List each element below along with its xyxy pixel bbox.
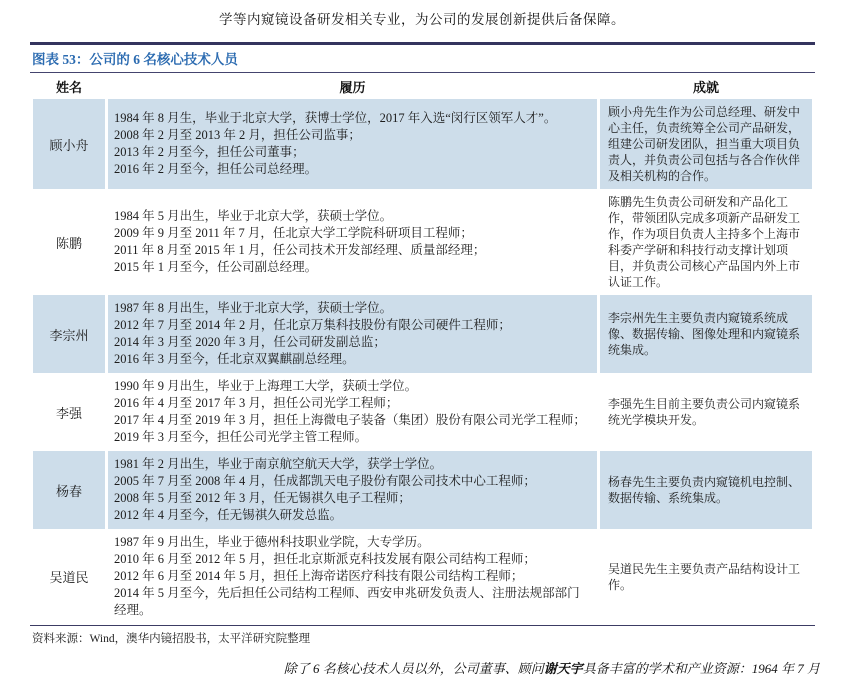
resume-line: 2016 年 3 月至今，任北京双翼麒副总经理。 xyxy=(114,352,355,366)
data-source-line: 资料来源：Wind，澳华内镜招股书，太平洋研究院整理 xyxy=(30,625,815,646)
achievement-cell: 杨春先生主要负责内窥镜机电控制、数据传输、系统集成。 xyxy=(600,451,812,529)
resume-line: 2016 年 2 月至今，担任公司总经理。 xyxy=(114,162,318,176)
resume-cell xyxy=(108,529,597,624)
resume-line: 2011 年 8 月至 2015 年 1 月，任公司技术开发部经理、质量部经理； xyxy=(114,243,486,257)
note-text-suffix: 具备丰富的学术和产业资源：1964 年 7 月 xyxy=(582,661,820,676)
achievement-cell: 李强先生目前主要负责公司内窥镜系统光学模块开发。 xyxy=(608,397,801,427)
figure-title: 公司的 6 名核心技术人员 xyxy=(89,52,238,67)
table-row xyxy=(33,451,812,529)
resume-line: 1984 年 8 月生，毕业于北京大学，获博士学位，2017 年入选“闵行区领军人才”。 xyxy=(114,111,557,125)
resume-line: 2010 年 6 月至 2012 年 5 月，担任北京斯派克科技发展有限公司结构工程师； xyxy=(114,552,536,566)
person-name: 李宗州 xyxy=(33,295,105,373)
core-staff-table xyxy=(30,73,815,624)
person-name: 陈鹏 xyxy=(55,235,82,251)
resume-line: 2017 年 4 月至 2019 年 3 月，担任上海微电子装备（集团）股份有限公司光学工程师； xyxy=(114,413,586,427)
resume-line: 2008 年 5 月至 2012 年 3 月，任无锡祺久电子工程师； xyxy=(114,491,411,505)
resume-line: 1987 年 8 月出生，毕业于北京大学，获硕士学位。 xyxy=(114,301,393,315)
resume-line: 2005 年 7 月至 2008 年 4 月，任成都凯天电子股份有限公司技术中心工程师； xyxy=(114,474,536,488)
resume-line: 2012 年 7 月至 2014 年 2 月，任北京万集科技股份有限公司硬件工程师； xyxy=(114,318,511,332)
column-header-achievement: 成就 xyxy=(692,80,719,95)
resume-cell xyxy=(108,99,597,189)
column-header-resume: 履历 xyxy=(339,80,366,95)
continuing-paragraph xyxy=(0,658,820,677)
resume-line: 2014 年 5 月至今，先后担任公司结构工程师、西安申兆研发负责人、注册法规部部门经理。 xyxy=(114,586,580,617)
figure-titlebar xyxy=(30,42,815,73)
table-row xyxy=(33,99,812,189)
resume-line: 2009 年 9 月至 2011 年 7 月，任北京大学工学院科研项目工程师； xyxy=(114,226,473,240)
page-paragraph: 学等内窥镜设备研发相关专业，为公司的发展创新提供后备保障。 xyxy=(219,12,625,27)
resume-cell xyxy=(108,451,597,529)
resume-cell xyxy=(108,189,597,295)
resume-line: 1990 年 9 月出生，毕业于上海理工大学，获硕士学位。 xyxy=(114,379,418,393)
figure-label: 图表 53： xyxy=(32,52,90,67)
resume-line: 2015 年 1 月至今，任公司副总经理。 xyxy=(114,260,318,274)
resume-line: 1984 年 5 月出生，毕业于北京大学，获硕士学位。 xyxy=(114,209,393,223)
resume-line: 1981 年 2 月出生，毕业于南京航空航天大学，获学士学位。 xyxy=(114,457,443,471)
resume-line: 2014 年 3 月至 2020 年 3 月，任公司研发副总监； xyxy=(114,335,386,349)
note-text-prefix: 除了 6 名核心技术人员以外，公司董事、顾问 xyxy=(283,661,544,676)
resume-line: 1987 年 9 月出生，毕业于德州科技职业学院，大专学历。 xyxy=(114,535,430,549)
resume-line: 2012 年 4 月至今，任无锡祺久研发总监。 xyxy=(114,508,343,522)
resume-line: 2008 年 2 月至 2013 年 2 月，担任公司监事； xyxy=(114,128,361,142)
resume-line: 2013 年 2 月至今，担任公司董事； xyxy=(114,145,305,159)
achievement-cell: 陈鹏先生负责公司研发和产品化工作，带领团队完成多项新产品研发工作，作为项目负责人主持多个上海市科委产学研和科技行动支撑计划项目，并负责公司核心产品国内外上市认证工作。 xyxy=(608,195,801,289)
achievement-cell: 李宗州先生主要负责内窥镜系统成像、数据传输、图像处理和内窥镜系统集成。 xyxy=(600,295,812,373)
figure-53-block xyxy=(30,42,815,646)
achievement-cell: 吴道民先生主要负责产品结构设计工作。 xyxy=(608,561,801,592)
person-name: 李强 xyxy=(55,405,82,421)
person-name: 杨春 xyxy=(33,451,105,529)
column-header-name: 姓名 xyxy=(55,80,82,95)
resume-cell xyxy=(108,295,597,373)
table-header xyxy=(33,73,812,99)
table-row xyxy=(33,529,812,624)
resume-cell xyxy=(108,373,597,451)
person-name: 顾小舟 xyxy=(33,99,105,189)
person-name: 吴道民 xyxy=(49,570,89,585)
table-row xyxy=(33,295,812,373)
table-row xyxy=(33,373,812,451)
resume-line: 2016 年 4 月至 2017 年 3 月，担任公司光学工程师； xyxy=(114,396,399,410)
resume-line: 2019 年 3 月至今，担任公司光学主管工程师。 xyxy=(114,430,368,444)
resume-line: 2012 年 6 月至 2014 年 5 月，担任上海帝诺医疗科技有限公司结构工程师； xyxy=(114,569,524,583)
note-person-name: 谢天宇 xyxy=(543,661,583,676)
table-row xyxy=(33,189,812,295)
achievement-cell: 顾小舟先生作为公司总经理、研发中心主任，负责统筹全公司产品研发，组建公司研发团队，担当重大项目负责人，并负责公司包括与各合作伙伴及相关机构的合作。 xyxy=(600,99,812,189)
